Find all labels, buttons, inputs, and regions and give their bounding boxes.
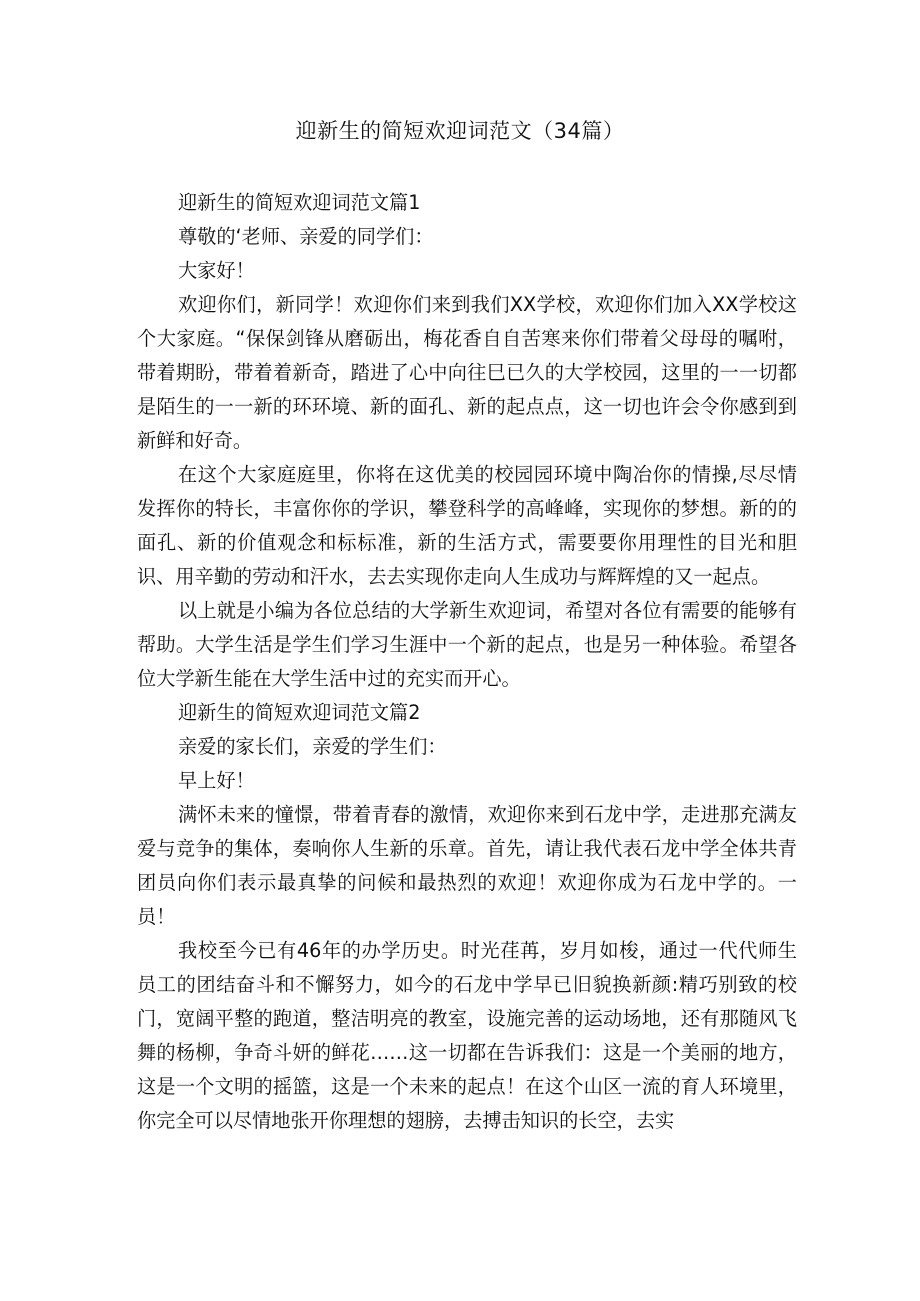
body-paragraph: 欢迎你们，新同学！欢迎你们来到我们XX学校，欢迎你们加入XX学校这个大家庭。“保保剑锋从磨砺出，梅花香自自苦寒来你们带着父母母的嘱咐，带着期盼，带着着新奇，踏进了心中向往巳已久的大学校园，这里的一一切都是陌生的一一新的环环境、新的面孔、新的起点点，这一切也许会令你感到到新鲜和好奇。 bbox=[137, 293, 797, 452]
salutation-1: 尊敬的‘老师、亲爱的同学们： bbox=[178, 225, 434, 248]
salutation-2: 亲爱的家长们，亲爱的学生们： bbox=[178, 735, 447, 758]
document-body bbox=[137, 186, 797, 1138]
greeting-2: 早上好！ bbox=[178, 769, 255, 792]
section-heading-2: 迎新生的简短欢迎词范文篇2 bbox=[178, 701, 421, 724]
document-title: 迎新生的简短欢迎词范文（34篇） bbox=[295, 119, 625, 143]
body-paragraph: 满怀未来的憧憬，带着青春的激情，欢迎你来到石龙中学，走进那充满友爱与竞争的集体，奏响你人生新的乐章。首先，请让我代表石龙中学全体共青团员向你们表示最真挚的问候和最热烈的欢迎！欢迎你成为石龙中学的。一员！ bbox=[137, 803, 797, 928]
section-heading-1: 迎新生的简短欢迎词范文篇1 bbox=[178, 191, 421, 214]
body-paragraph: 以上就是小编为各位总结的大学新生欢迎词，希望对各位有需要的能够有帮助。大学生活是学生们学习生涯中一个新的起点，也是另一种体验。希望各位大学新生能在大学生活中过的充实而开心。 bbox=[137, 599, 797, 690]
body-paragraph: 我校至今已有46年的办学历史。时光荏苒，岁月如梭，通过一代代师生员工的团结奋斗和不懈努力，如今的石龙中学早已旧貌换新颜:精巧别致的校门，宽阔平整的跑道，整洁明亮的教室，设施完善的运动场地，还有那随风飞舞的杨柳，争奇斗妍的鲜花……这一切都在告诉我们：这是一个美丽的地方，这是一个文明的摇篮，这是一个未来的起点！在这个山区一流的育人环境里，你完全可以尽情地张开你理想的翅膀，去搏击知识的长空，去实 bbox=[137, 939, 797, 1132]
greeting-1: 大家好！ bbox=[178, 259, 255, 282]
body-paragraph: 在这个大家庭庭里，你将在这优美的校园园环境中陶冶你的情操,尽尽情发挥你的特长，丰富你你的学识，攀登科学的高峰峰，实现你的梦想。新的的面孔、新的价值观念和标标准，新的生活方式，需要要你用理性的目光和胆识、用辛勤的劳动和汗水，去去实现你走向人生成功与辉辉煌的又一起点。 bbox=[137, 463, 797, 588]
